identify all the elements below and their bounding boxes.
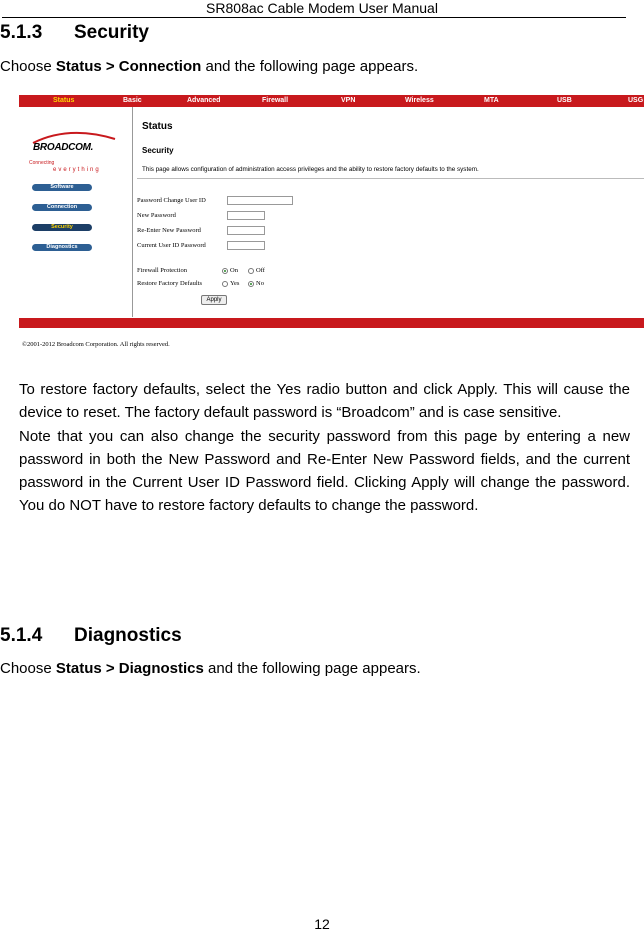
logo-tagline-2: everything bbox=[53, 167, 101, 173]
section-heading-security bbox=[0, 22, 149, 44]
logo-wordmark: BROADCOM. bbox=[33, 142, 94, 153]
nav-basic[interactable]: Basic bbox=[123, 97, 142, 104]
nav-firewall[interactable]: Firewall bbox=[262, 97, 289, 104]
content-rule bbox=[137, 178, 644, 179]
nav-usb[interactable]: USB bbox=[557, 97, 572, 104]
section-title: Security bbox=[74, 22, 149, 43]
top-navigation-bar bbox=[19, 95, 644, 107]
sidebar-button-software[interactable]: Software bbox=[32, 184, 92, 191]
nav-status[interactable]: Status bbox=[53, 97, 75, 104]
password-change-user-id-input[interactable] bbox=[227, 196, 293, 205]
firewall-on-radio[interactable] bbox=[222, 268, 228, 274]
intro-menu-path: Status > Diagnostics bbox=[55, 660, 204, 677]
apply-button[interactable]: Apply bbox=[201, 295, 227, 305]
left-sidebar bbox=[19, 107, 132, 317]
sidebar-divider bbox=[132, 107, 133, 317]
running-header: SR808ac Cable Modem User Manual bbox=[206, 0, 438, 16]
new-password-label: New Password bbox=[137, 212, 176, 219]
section-heading-diagnostics bbox=[0, 625, 182, 647]
restore-no-radio[interactable] bbox=[248, 281, 254, 287]
body-text bbox=[19, 378, 630, 518]
broadcom-logo bbox=[29, 127, 119, 173]
section-title: Diagnostics bbox=[74, 625, 182, 646]
paragraph-restore-defaults: To restore factory defaults, select the Yes radio button and click Apply. This will cause the device to reset. The factory default password is “Broadcom” and is case sensitive. bbox=[19, 381, 630, 422]
nav-advanced[interactable]: Advanced bbox=[187, 97, 221, 104]
section-number: 5.1.3 bbox=[0, 22, 43, 43]
firewall-protection-label: Firewall Protection bbox=[137, 267, 188, 274]
intro-prefix: Choose bbox=[0, 660, 56, 677]
page-subtitle: Security bbox=[142, 146, 174, 155]
intro-suffix: and the following page appears. bbox=[201, 58, 419, 75]
section-number: 5.1.4 bbox=[0, 625, 43, 646]
sidebar-button-diagnostics[interactable]: Diagnostics bbox=[32, 244, 92, 251]
restore-yes-radio[interactable] bbox=[222, 281, 228, 287]
restore-no-label: No bbox=[256, 280, 264, 287]
intro-suffix: and the following page appears. bbox=[203, 660, 421, 677]
bottom-bar bbox=[19, 318, 644, 328]
intro-prefix: Choose bbox=[0, 58, 56, 75]
current-user-id-password-label: Current User ID Password bbox=[137, 242, 206, 249]
sidebar-button-security[interactable]: Security bbox=[32, 224, 92, 231]
password-change-user-id-label: Password Change User ID bbox=[137, 197, 206, 204]
page-number: 12 bbox=[314, 916, 330, 932]
nav-vpn[interactable]: VPN bbox=[341, 97, 356, 104]
firewall-off-label: Off bbox=[256, 267, 265, 274]
firewall-off-radio[interactable] bbox=[248, 268, 254, 274]
restore-factory-defaults-label: Restore Factory Defaults bbox=[137, 280, 202, 287]
page-title: Status bbox=[142, 121, 173, 132]
page-description: This page allows configuration of administration access privileges and the ability to restore factory defaults to the system. bbox=[142, 166, 479, 173]
security-intro bbox=[0, 58, 418, 76]
copyright-notice: ©2001-2012 Broadcom Corporation. All rights reserved. bbox=[22, 341, 170, 348]
nav-wireless[interactable]: Wireless bbox=[405, 97, 434, 104]
paragraph-change-password: Note that you can also change the security password from this page by entering a new password in both the New Password and Re-Enter New Password fields, and the current password in the Current User ID Password field. Clicking Apply will change the password. You do NOT have to restore factory defaults to change the password. bbox=[19, 427, 630, 515]
reenter-new-password-label: Re-Enter New Password bbox=[137, 227, 201, 234]
restore-yes-label: Yes bbox=[230, 280, 240, 287]
intro-menu-path: Status > Connection bbox=[55, 58, 202, 75]
nav-usg[interactable]: USG bbox=[628, 97, 644, 104]
firewall-on-label: On bbox=[230, 267, 238, 274]
header-rule bbox=[2, 17, 626, 18]
nav-mta[interactable]: MTA bbox=[484, 97, 499, 104]
new-password-input[interactable] bbox=[227, 211, 265, 220]
reenter-new-password-input[interactable] bbox=[227, 226, 265, 235]
logo-tagline-1: Connecting bbox=[29, 160, 55, 166]
diagnostics-intro bbox=[0, 660, 421, 678]
current-user-id-password-input[interactable] bbox=[227, 241, 265, 250]
security-page-screenshot bbox=[19, 91, 644, 356]
sidebar-button-connection[interactable]: Connection bbox=[32, 204, 92, 211]
